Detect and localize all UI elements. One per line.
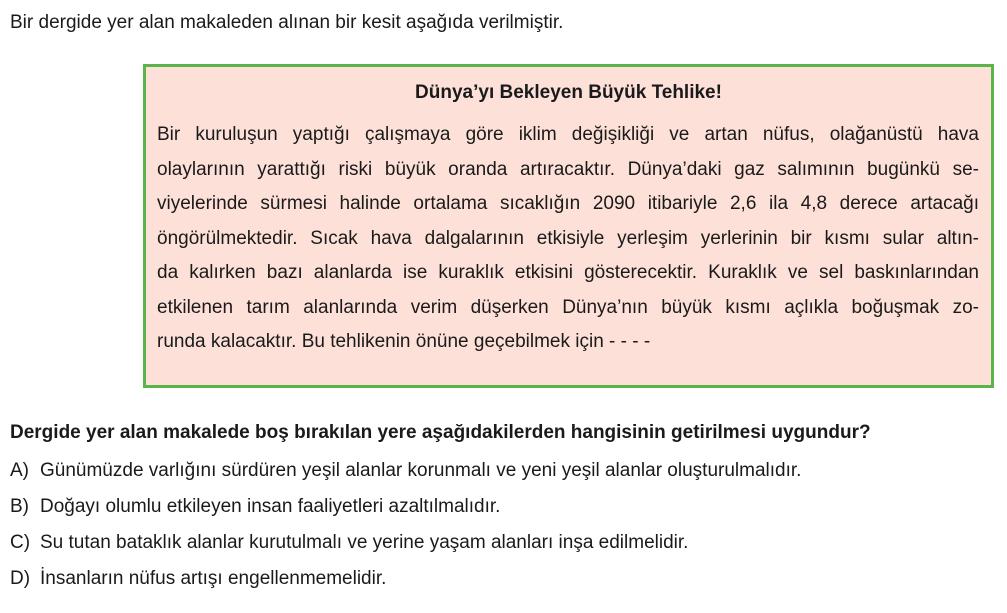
- option-text: İnsanların nüfus artışı engellenmemelidir.: [40, 568, 387, 589]
- article-body: [157, 123, 979, 365]
- option-d[interactable]: [10, 566, 801, 602]
- option-text: Su tutan bataklık alanlar kurutulmalı ve yerine yaşam alanları inşa edilmelidir.: [40, 532, 689, 553]
- option-text: Doğayı olumlu etkileyen insan faaliyetleri azaltılmalıdır.: [40, 496, 501, 517]
- article-line: etkilenen tarım alanlarında verim düşerken Dünya’nın büyük kısmı açlıkla boğuşmak zo-: [157, 296, 979, 318]
- option-c[interactable]: [10, 530, 801, 566]
- option-letter: B): [10, 496, 29, 517]
- intro-text: Bir dergide yer alan makaleden alınan bir kesit aşağıda verilmiştir.: [10, 12, 564, 33]
- answer-options: [10, 458, 801, 602]
- article-title: Dünya’yı Bekleyen Büyük Tehlike!: [415, 82, 722, 103]
- article-excerpt-box: [143, 64, 994, 388]
- article-line: öngörülmektedir. Sıcak hava dalgalarının etkisiyle yerleşim yerlerinin bir kısmı sular altın-: [157, 227, 979, 249]
- question-stem: Dergide yer alan makalede boş bırakılan yere aşağıdakilerden hangisinin getirilmesi uygundur?: [10, 422, 871, 443]
- option-a[interactable]: [10, 458, 801, 494]
- option-letter: A): [10, 460, 29, 481]
- option-b[interactable]: [10, 494, 801, 530]
- option-text: Günümüzde varlığını sürdüren yeşil alanlar korunmalı ve yeni yeşil alanlar oluşturulmalıdır.: [40, 460, 802, 481]
- article-line: Bir kuruluşun yaptığı çalışmaya göre iklim değişikliği ve artan nüfus, olağanüstü hava: [157, 124, 979, 145]
- article-line: da kalırken bazı alanlarda ise kuraklık etkisini gösterecektir. Kuraklık ve sel baskınlarından: [157, 262, 979, 283]
- option-letter: D): [10, 568, 31, 589]
- option-letter: C): [10, 532, 31, 553]
- article-line: olaylarının yarattığı riski büyük oranda artıracaktır. Dünya’daki gaz salımının bugünkü se-: [157, 158, 979, 180]
- article-line: viyelerinde sürmesi halinde ortalama sıcaklığın 2090 itibariyle 2,6 ila 4,8 derece artacağı: [157, 193, 979, 214]
- article-line: runda kalacaktır. Bu tehlikenin önüne geçebilmek için - - - -: [157, 331, 651, 352]
